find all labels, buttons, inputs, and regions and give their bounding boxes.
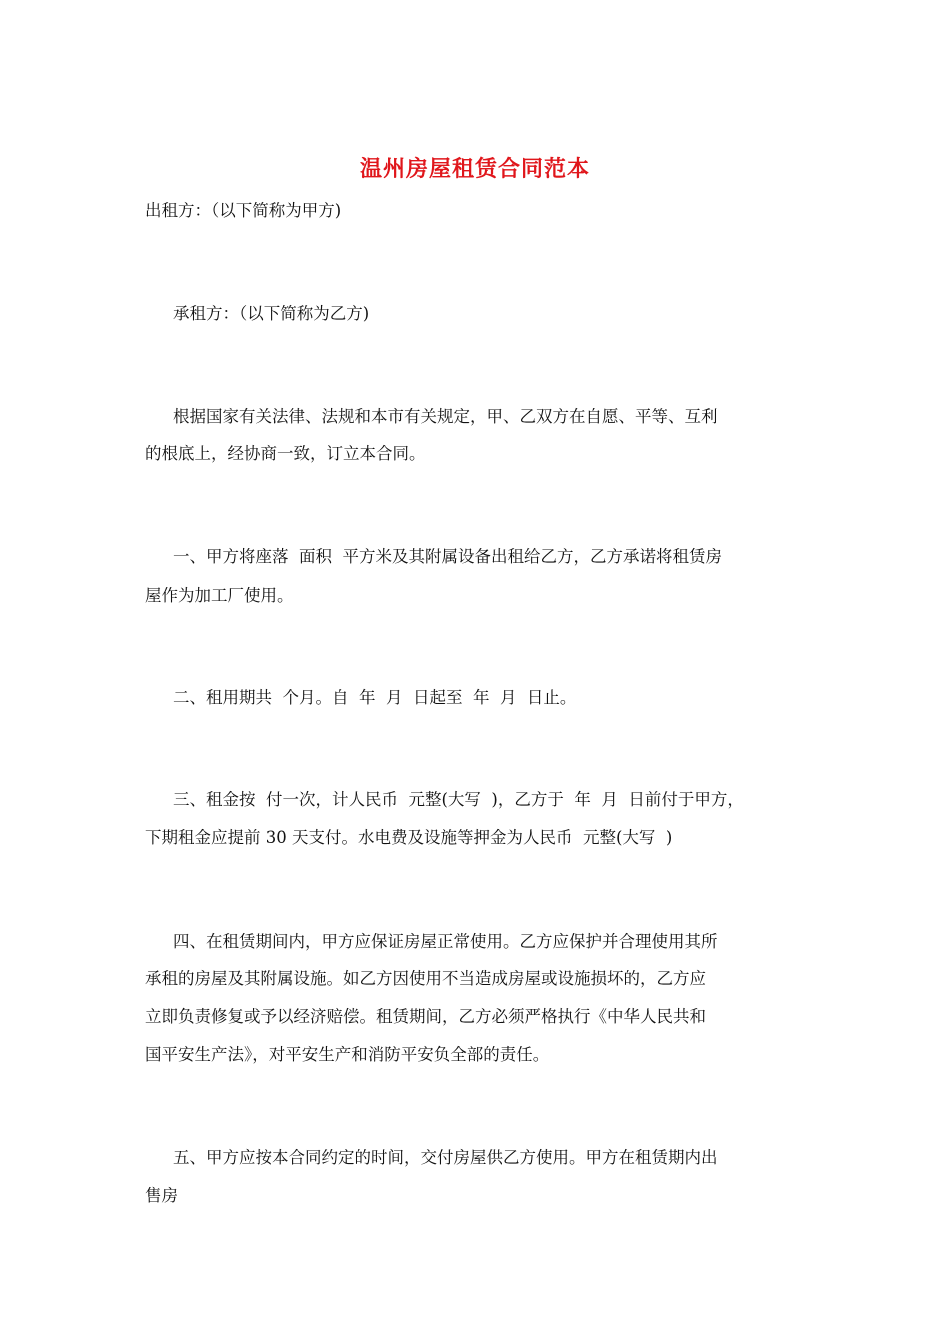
clause4-line-3: 立即负责修复或予以经济赔偿。租赁期间，乙方必须严格执行《中华人民共和 [145,1007,706,1026]
preamble-line-2: 的根底上，经协商一致，订立本合同。 [145,444,426,463]
lessee-line: 承租方：（以下简称为乙方) [173,304,370,323]
preamble-line-1: 根据国家有关法律、法规和本市有关规定，甲、乙双方在自愿、平等、互利 [173,407,718,426]
clause3-line-1: 三、租金按 付一次，计人民币 元整(大写 )，乙方于 年 月 日前付于甲方， [173,790,744,809]
clause4-line-1: 四、在租赁期间内，甲方应保证房屋正常使用。乙方应保护并合理使用其所 [173,932,718,951]
clause5-line-2: 售房 [145,1186,178,1205]
clause5-line-1: 五、甲方应按本合同约定的时间，交付房屋供乙方使用。甲方在租赁期内出 [173,1148,718,1167]
clause1-line-2: 屋作为加工厂使用。 [145,586,294,605]
clause2-line-1: 二、租用期共 个月。自 年 月 日起至 年 月 日止。 [173,688,577,707]
document-title: 温州房屋租赁合同范本 [359,156,590,182]
clause4-line-2: 承租的房屋及其附属设施。如乙方因使用不当造成房屋或设施损坏的，乙方应 [145,969,706,988]
clause1-line-1: 一、甲方将座落 面积 平方米及其附属设备出租给乙方，乙方承诺将租赁房 [173,547,722,566]
clause4-line-4: 国平安生产法》，对平安生产和消防平安负全部的责任。 [145,1045,550,1064]
clause3-line-2: 下期租金应提前 30 天支付。水电费及设施等押金为人民币 元整(大写 ) [145,828,673,847]
lessor-line: 出租方：（以下简称为甲方) [145,201,342,220]
